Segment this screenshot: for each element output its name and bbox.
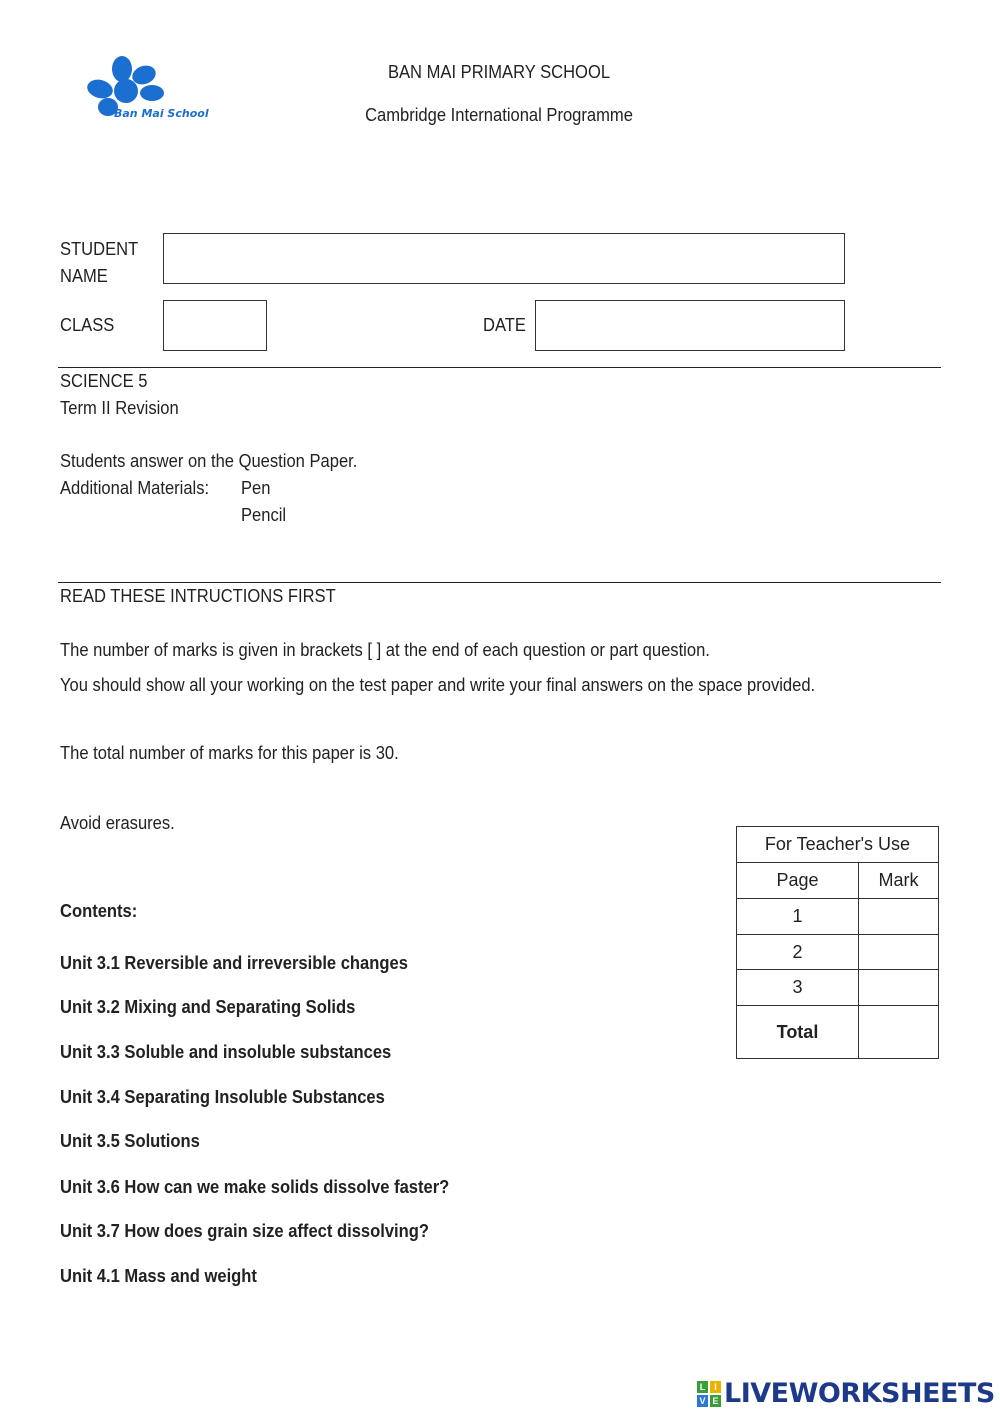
badge-letter-v: V (697, 1395, 708, 1407)
badge-icon (697, 1381, 721, 1407)
list-item: Unit 3.4 Separating Insoluble Substances (60, 1087, 385, 1107)
student-name-field[interactable] (163, 233, 845, 284)
total-label: Total (737, 1006, 859, 1059)
mark-cell[interactable] (859, 899, 939, 935)
instruction-total: The total number of marks for this paper is 30. (60, 743, 399, 763)
instructions-heading: READ THESE INTRUCTIONS FIRST (60, 586, 336, 606)
instruction-marks: The number of marks is given in brackets [ ] at the end of each question or part question. (60, 640, 710, 660)
badge-letter-l: L (697, 1381, 708, 1393)
subject: SCIENCE 5 (60, 371, 148, 391)
list-item: Unit 3.1 Reversible and irreversible changes (60, 953, 408, 973)
class-label: CLASS (60, 315, 115, 335)
badge-letter-i: I (710, 1381, 721, 1393)
list-item: Unit 3.5 Solutions (60, 1131, 200, 1151)
column-header-mark: Mark (859, 863, 939, 899)
materials-label: Additional Materials: (60, 478, 210, 498)
divider-instructions (58, 582, 941, 583)
page-cell: 2 (737, 935, 859, 970)
programme-name: Cambridge International Programme (365, 105, 633, 125)
brand-text[interactable]: LIVEWORKSHEETS (724, 1378, 995, 1409)
contents-heading: Contents: (60, 901, 138, 921)
badge-letter-e: E (710, 1395, 721, 1407)
table-row (737, 970, 939, 1006)
list-item: Unit 3.6 How can we make solids dissolve faster? (60, 1177, 450, 1197)
teacher-table-title: For Teacher's Use (737, 827, 939, 863)
school-name: BAN MAI PRIMARY SCHOOL (387, 62, 611, 82)
divider-top (58, 367, 941, 368)
material-pencil: Pencil (241, 505, 287, 525)
term: Term II Revision (60, 398, 179, 418)
class-field[interactable] (163, 300, 267, 351)
total-cell[interactable] (859, 1006, 939, 1059)
answer-note: Students answer on the Question Paper. (60, 451, 358, 471)
table-row (737, 827, 939, 863)
table-row (737, 863, 939, 899)
page-cell: 1 (737, 899, 859, 935)
table-row (737, 1006, 939, 1059)
mark-cell[interactable] (859, 935, 939, 970)
school-logo (86, 55, 226, 127)
table-row (737, 935, 939, 970)
list-item: Unit 4.1 Mass and weight (60, 1266, 257, 1286)
material-pen: Pen (241, 478, 271, 498)
instruction-working: You should show all your working on the test paper and write your final answers on the space provided. (60, 675, 816, 695)
student-name-label: STUDENT NAME (60, 239, 139, 286)
page-cell: 3 (737, 970, 859, 1006)
date-label: DATE (483, 315, 526, 335)
table-row (737, 899, 939, 935)
date-field[interactable] (535, 300, 845, 351)
column-header-page: Page (737, 863, 859, 899)
list-item: Unit 3.7 How does grain size affect dissolving? (60, 1221, 430, 1241)
liveworksheets-logo (697, 1378, 997, 1410)
list-item: Unit 3.2 Mixing and Separating Solids (60, 997, 356, 1017)
list-item: Unit 3.3 Soluble and insoluble substances (60, 1042, 392, 1062)
teacher-use-table (736, 826, 939, 1059)
logo-text: Ban Mai School (114, 107, 209, 120)
instruction-erasures: Avoid erasures. (60, 813, 175, 833)
mark-cell[interactable] (859, 970, 939, 1006)
